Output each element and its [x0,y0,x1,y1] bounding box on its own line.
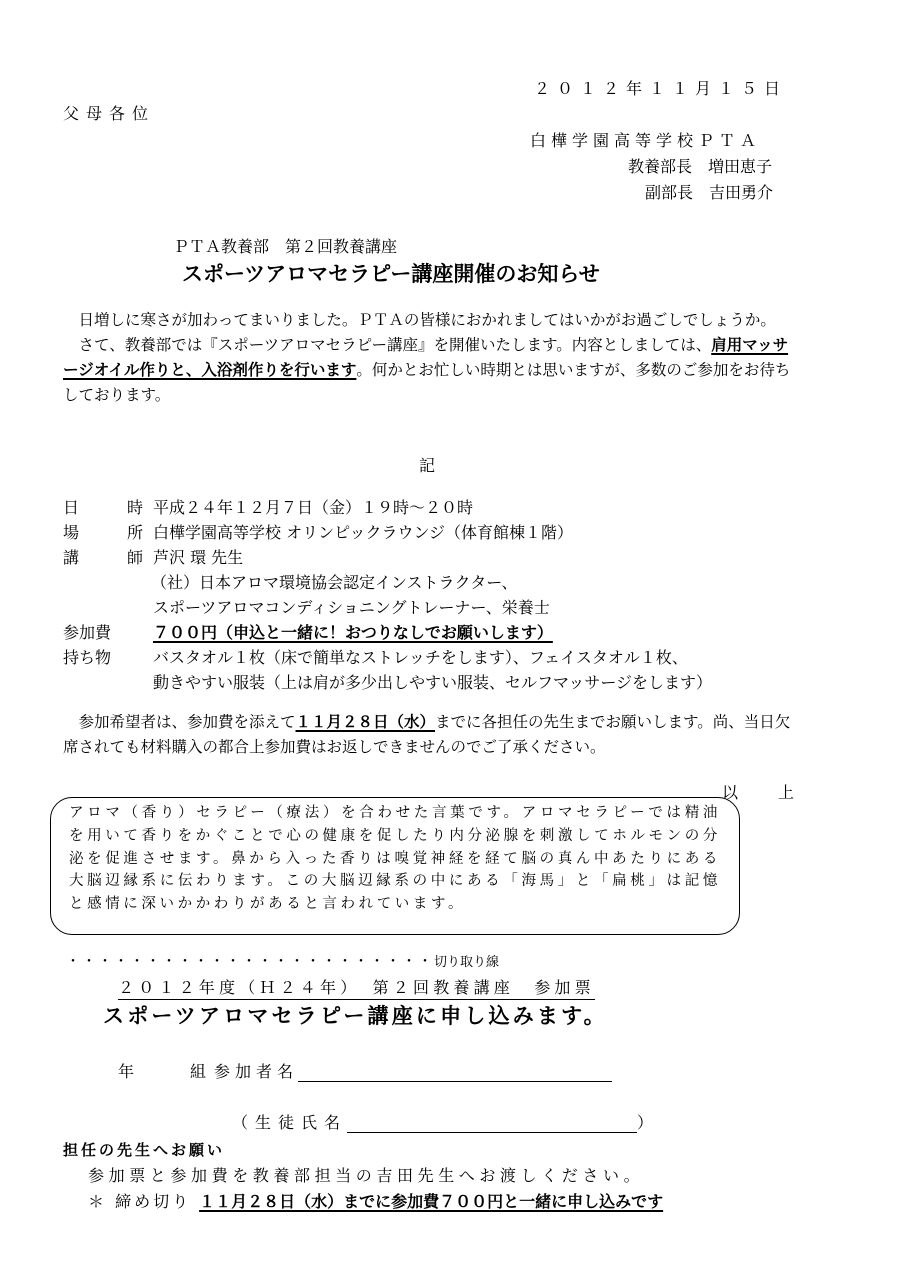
class-label: 組 [190,1062,207,1081]
form-title: スポーツアロマセラピー講座に申し込みます。 [103,1004,608,1028]
student-name-field[interactable] [347,1114,637,1133]
detail-items-label: 持ち物 [63,648,112,667]
detail-date-label: 日 時 [63,498,160,517]
detail-lecturer-label: 講 師 [63,548,160,567]
participant-name-field[interactable] [298,1063,612,1082]
subtitle: ＰＴＡ教養部 第２回教養講座 [173,237,398,256]
detail-fee-row [63,620,712,645]
form-heading: ２０１２年度（Ｈ２４年） 第２回教養講座 参加票 [118,975,595,1000]
detail-date-value: 平成２４年１２月７日（金）１９時～２０時 [153,498,474,517]
deadline-prefix: ＊ 締め切り [88,1192,192,1211]
student-name-close: ） [637,1113,654,1132]
apply-paragraph [63,710,793,760]
detail-lecturer-credential-1: （社）日本アロマ環境協会認定インストラクター、 [151,573,518,592]
deadline-text: １１月２８日（水）までに参加費７００円と一緒に申し込みです [199,1192,664,1211]
detail-lecturer-row [63,545,712,570]
detail-items-value-2: 動きやすい服装（上は肩が多少出しやすい服装、セルフマッサージをします） [153,673,713,692]
participant-name-label: 参加者名 [214,1062,299,1081]
intro-text-c: 。何かとお忙しい時期とは思いますが、多数のご参加をお待ちしております。 [63,361,791,404]
page-title: スポーツアロマセラピー講座開催のお知らせ [182,262,600,286]
recipient: 父母各位 [63,104,156,123]
end-mark: 以 上 [722,783,807,802]
detail-place-value: 白樺学園高等学校 オリンピックラウンジ（体育館棟１階） [153,523,574,542]
teacher-request-heading: 担任の先生へお願い [63,1141,226,1159]
detail-place-label: 場 所 [63,523,160,542]
detail-items-value-1: バスタオル１枚（床で簡単なストレッチをします）、フェイスタオル１枚、 [153,648,688,667]
ki-mark: 記 [419,456,436,475]
detail-place-row [63,520,712,545]
issuer-deputy: 副部長 吉田勇介 [645,183,774,202]
detail-items-row [63,645,712,670]
deadline-line [88,1189,663,1212]
apply-deadline: １１月２８日（水） [295,713,436,731]
cut-line-label: 切り取り線 [434,955,500,970]
intro-paragraph-1: 日増しに寒さが加わってまいりました。ＰＴＡの皆様におかれましてはいかがお過ごしでしょうか。 [78,311,776,329]
cut-line [66,951,499,971]
issuer-organization: 白樺学園高等学校ＰＴＡ [530,131,762,150]
intro [63,308,793,408]
student-name-label: （生徒氏名 [232,1113,348,1132]
year-label: 年 [118,1062,135,1081]
details [63,495,712,695]
intro-emphasis: 肩用マッサージオイル作りと、入浴剤作りを行います [63,336,789,379]
cut-line-dots: ・・・・・・・・・・・・・・・・・・・・・・・ [66,954,434,970]
form-student-row [232,1110,653,1133]
apply-notice [63,710,793,760]
apply-text-b: までに各担任の先生までお願いします。尚、当日欠席されても材料購入の都合上参加費はお返しできませんのでご了承ください。 [63,713,791,756]
detail-lecturer-credential-2: スポーツアロマコンディショニングトレーナー、栄養士 [153,598,550,617]
issuer-head: 教養部長 増田恵子 [628,157,773,176]
detail-date-row [63,495,712,520]
detail-fee-value: ７００円 [153,623,218,642]
detail-fee-label: 参加費 [63,623,112,642]
intro-text-a: さて、教養部では『スポーツアロマセラピー講座』を開催いたします。内容としましては、 [78,336,712,354]
apply-text-a: 参加希望者は、参加費を添えて [78,713,296,731]
detail-fee-note: （申込と一緒に！おつりなしでお願いします） [217,623,553,642]
aromatherapy-note: アロマ（香り）セラピー（療法）を合わせた言葉です。アロマセラピーでは精油を用いて香りをかぐことで心の健康を促したり内分泌腺を刺激してホルモンの分泌を促進させます。鼻から入った香りは嗅覚神経を経て脳の真ん中あたりにある大脳辺縁系に伝わります。この大脳辺縁系の中にある「海馬」と「扁桃」は記憶と感情に深いかかわりがあると言われています。 [50,797,740,935]
detail-lecturer-value: 芦沢 環 先生 [153,548,244,567]
intro-paragraph-2 [63,333,793,408]
teacher-request-body: 参加票と参加費を教養部担当の吉田先生へお渡しください。 [88,1166,645,1185]
form-participant-row [118,1059,612,1082]
document-date: ２０１２年１１月１５日 [534,79,788,98]
